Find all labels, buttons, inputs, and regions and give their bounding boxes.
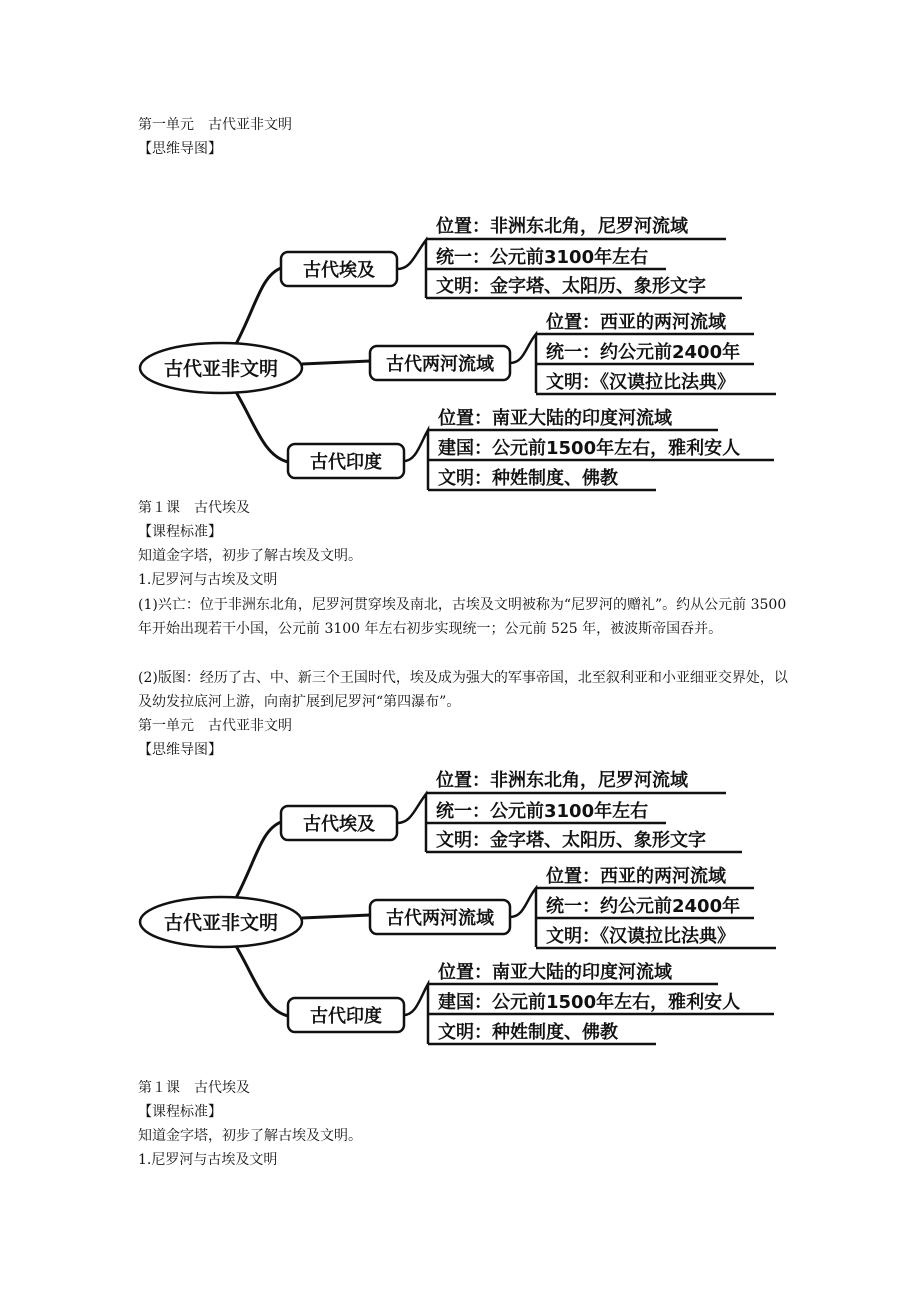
standard-text: 知道金字塔，初步了解古埃及文明。 <box>138 548 362 564</box>
mindmap-root: 古代亚非文明 <box>163 358 279 380</box>
standard-text: 知道金字塔，初步了解古埃及文明。 <box>138 1128 362 1144</box>
bracket <box>510 888 536 947</box>
standard-label: 【课程标准】 <box>138 1104 222 1120</box>
connector <box>302 915 370 918</box>
bracket <box>397 794 426 852</box>
branch-label: 古代印度 <box>310 1006 382 1027</box>
unit-title: 第一单元 古代亚非文明 <box>138 117 292 133</box>
branch-label: 古代埃及 <box>303 814 375 835</box>
topic-heading: 1.尼罗河与古埃及文明 <box>138 572 278 588</box>
mindmap-root: 古代亚非文明 <box>163 912 279 934</box>
branch-label: 古代两河流域 <box>386 354 494 375</box>
paragraph: (2)版图：经历了古、中、新三个王国时代，埃及成为强大的军事帝国，北至叙利亚和小亚细亚交界处，以及幼发拉底河上游，向南扩展到尼罗河“第四瀑布”。 <box>138 670 788 710</box>
leaf-item: 统一：公元前3100年左右 <box>436 801 649 822</box>
leaf-item: 统一：约公元前2400年 <box>546 342 741 363</box>
leaf-item: 统一：约公元前2400年 <box>546 896 741 917</box>
leaf-item: 位置：西亚的两河流域 <box>546 866 726 887</box>
mind-map <box>136 750 786 1050</box>
leaf-item: 文明：金字塔、太阳历、象形文字 <box>436 830 706 851</box>
leaf-item: 文明：种姓制度、佛教 <box>438 1022 618 1043</box>
leaf-item: 建国：公元前1500年左右，雅利安人 <box>438 438 741 459</box>
bracket <box>404 984 428 1044</box>
bracket <box>510 334 536 393</box>
leaf-item: 位置：南亚大陆的印度河流域 <box>438 408 672 429</box>
leaf-item: 位置：非洲东北角，尼罗河流域 <box>436 770 688 791</box>
mind-map <box>136 196 786 496</box>
mindmap-label: 【思维导图】 <box>138 742 222 758</box>
lesson-title: 第１课 古代埃及 <box>138 500 250 516</box>
leaf-item: 统一：公元前3100年左右 <box>436 247 649 268</box>
connector <box>236 946 288 1016</box>
leaf-item: 位置：西亚的两河流域 <box>546 312 726 333</box>
lesson-title: 第１课 古代埃及 <box>138 1080 250 1096</box>
connector <box>236 392 288 462</box>
branch-label: 古代印度 <box>310 452 382 473</box>
leaf-item: 位置：南亚大陆的印度河流域 <box>438 962 672 983</box>
connector <box>236 268 281 344</box>
leaf-item: 文明：种姓制度、佛教 <box>438 468 618 489</box>
leaf-item: 文明：《汉谟拉比法典》 <box>546 926 735 947</box>
leaf-item: 建国：公元前1500年左右，雅利安人 <box>438 992 741 1013</box>
paragraph: (1)兴亡：位于非洲东北角，尼罗河贯穿埃及南北，古埃及文明被称为“尼罗河的赠礼”。约从公元前 3500 年开始出现若干小国，公元前 3100 年左右初步实现统一；公元前 525 年，被波斯帝国吞并。 <box>138 597 787 637</box>
connector <box>302 361 370 364</box>
standard-label: 【课程标准】 <box>138 524 222 540</box>
leaf-item: 位置：非洲东北角，尼罗河流域 <box>436 216 688 237</box>
bracket <box>404 430 428 490</box>
leaf-item: 文明：《汉谟拉比法典》 <box>546 372 735 393</box>
bracket <box>397 240 426 298</box>
unit-title: 第一单元 古代亚非文明 <box>138 718 292 734</box>
mindmap-label: 【思维导图】 <box>138 141 222 157</box>
connector <box>236 822 281 898</box>
topic-heading: 1.尼罗河与古埃及文明 <box>138 1152 278 1168</box>
leaf-item: 文明：金字塔、太阳历、象形文字 <box>436 276 706 297</box>
branch-label: 古代两河流域 <box>386 908 494 929</box>
branch-label: 古代埃及 <box>303 260 375 281</box>
